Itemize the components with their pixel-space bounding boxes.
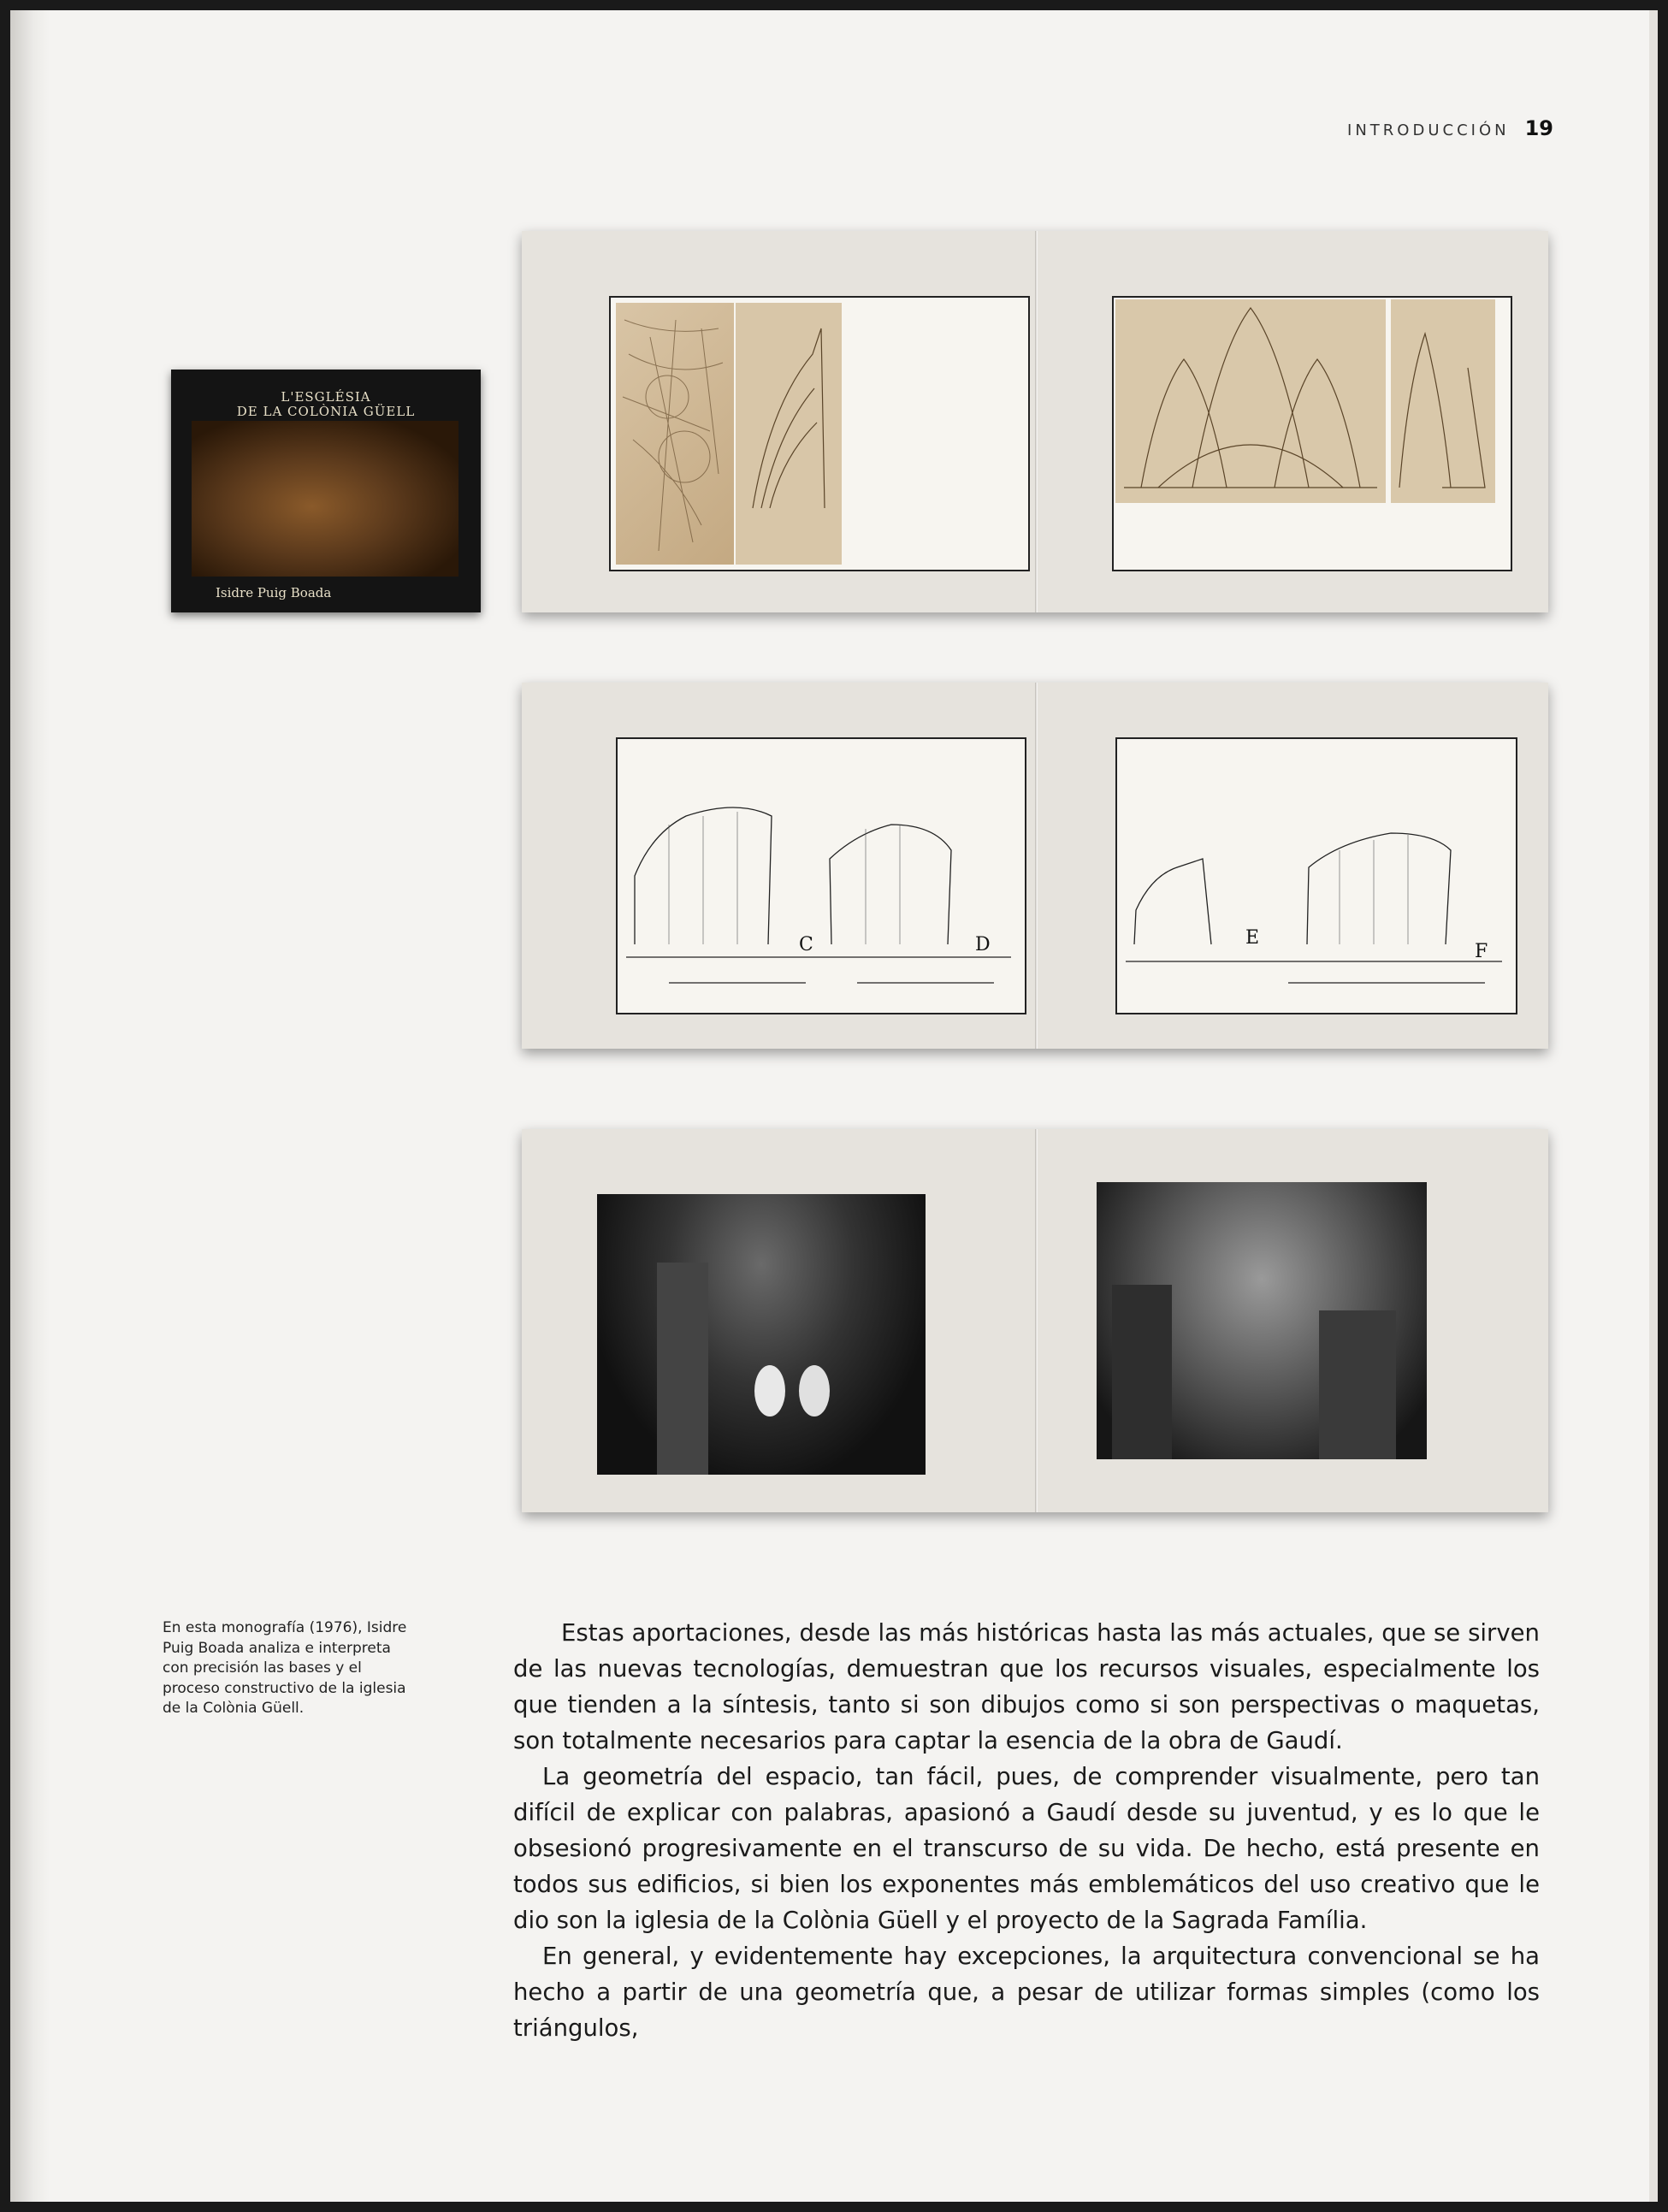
plate-frame (609, 296, 1030, 571)
plan-drawing (616, 303, 734, 565)
section-letter: E (1245, 927, 1260, 949)
window-light (754, 1365, 785, 1417)
body-text (513, 1615, 1540, 2046)
book-spread-sections (522, 683, 1548, 1049)
elevation-drawing (1391, 299, 1495, 503)
book-spread-drawings (522, 231, 1548, 612)
book-cover (171, 370, 481, 612)
column (1319, 1310, 1396, 1459)
cover-title-line: DE LA COLÒNIA GÜELL (236, 404, 416, 419)
cover-title (171, 390, 481, 419)
plate-frame (616, 737, 1026, 1014)
gutter-shadow (10, 10, 50, 2202)
plate-frame (1112, 296, 1512, 571)
cover-title-line: L'ESGLÉSIA (281, 389, 371, 405)
book-spread-photographs (522, 1129, 1548, 1512)
section-letter: F (1475, 941, 1488, 962)
plate-frame (1115, 737, 1517, 1014)
column (657, 1263, 708, 1475)
section-letter: D (975, 934, 991, 955)
running-header (1347, 116, 1553, 140)
paragraph: La geometría del espacio, tan fácil, pues, de comprender visualmente, pero tan difícil de explicar con palabras, apasionó a Gaudí desde su juventud, y es lo que le obsesionó progresivamente en el transcurso de su vida. De hecho, está presente en todos sus edificios, si bien los exponentes más emblemáticos del uso creativo que le dio son la iglesia de la Colònia Güell y el proyecto de la Sagrada Família. (513, 1763, 1540, 1934)
crypt-photo (597, 1194, 926, 1475)
cover-photo (192, 421, 458, 577)
section-drawing (736, 303, 842, 565)
page-edge (1649, 10, 1658, 2202)
window-light (799, 1365, 830, 1417)
page (10, 10, 1658, 2202)
cover-author: Isidre Puig Boada (216, 585, 332, 600)
paragraph: En general, y evidentemente hay excepciones, la arquitectura convencional se ha hecho a partir de una geometría que, a pesar de utilizar formas simples (como los triángulos, (513, 1943, 1540, 2042)
elevation-drawing (1115, 299, 1386, 503)
vault-photo (1097, 1182, 1427, 1459)
figure-caption: En esta monografía (1976), Isidre Puig Boada analiza e interpreta con precisión las bases y el proceso constructivo de la iglesia de la Colònia Güell. (163, 1619, 407, 1717)
section-letter: C (799, 934, 813, 955)
page-number: 19 (1524, 116, 1553, 140)
column (1112, 1285, 1172, 1459)
header-section: INTRODUCCIÓN (1347, 121, 1510, 139)
paragraph: Estas aportaciones, desde las más históricas hasta las más actuales, que se sirven de las nuevas tecnologías, demuestran que los recursos visuales, especialmente los que tienden a la síntesis, tanto si son dibujos como si son perspectivas o maquetas, son totalmente necesarios para captar la esencia de la obra de Gaudí. (513, 1619, 1540, 1754)
